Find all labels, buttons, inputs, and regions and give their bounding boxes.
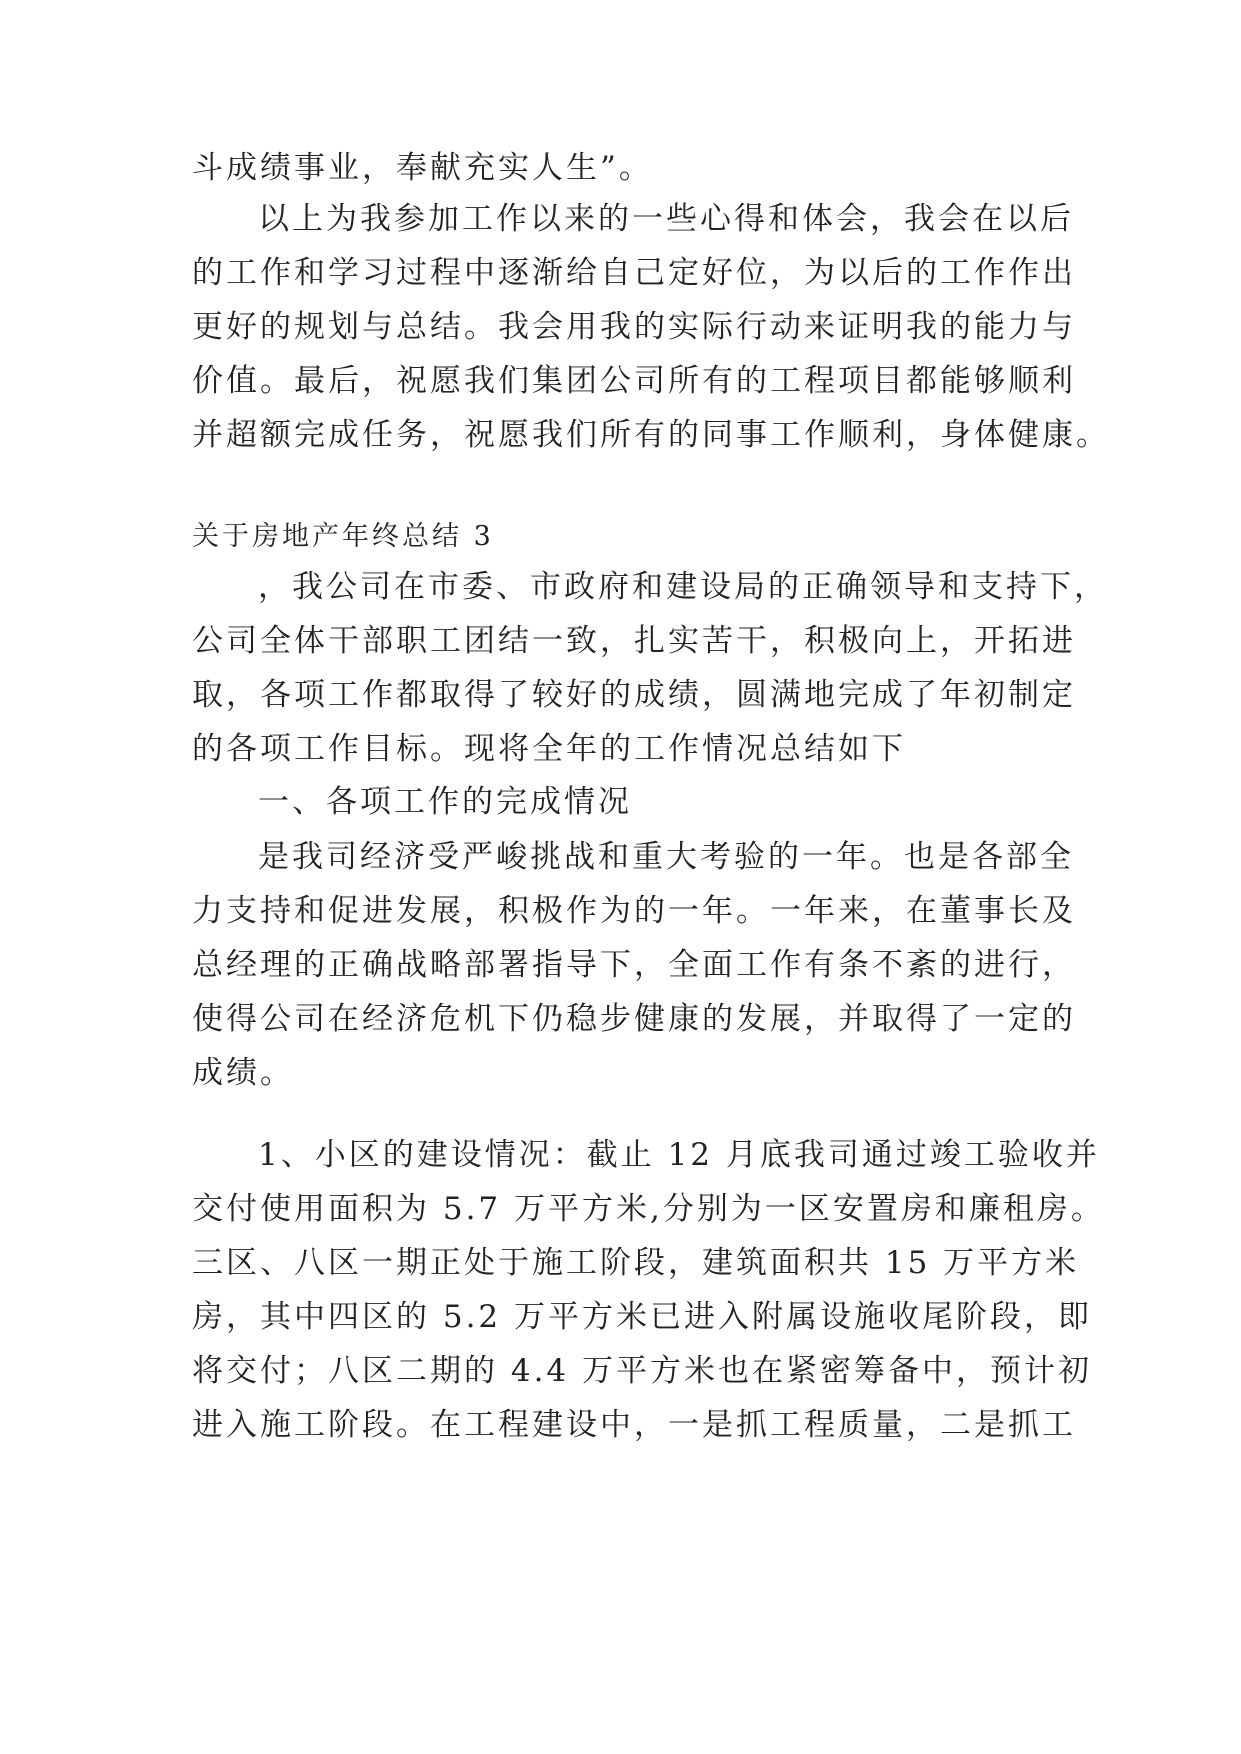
paragraph-line: 更好的规划与总结。我会用我的实际行动来证明我的能力与 — [192, 309, 1076, 345]
paragraph-line: 1、小区的建设情况：截止 12 月底我司通过竣工验收并 — [258, 1137, 1100, 1173]
paragraph-line: 取，各项工作都取得了较好的成绩，圆满地完成了年初制定 — [192, 677, 1076, 713]
section-heading: 关于房地产年终总结 3 — [192, 521, 494, 552]
paragraph-line: 交付使用面积为 5.7 万平方米,分别为一区安置房和廉租房。 — [192, 1191, 1105, 1227]
paragraph-line: 斗成绩事业，奉献充实人生”。 — [192, 150, 653, 186]
paragraph-line: 成绩。 — [192, 1055, 294, 1091]
paragraph-line: 三区、八区一期正处于施工阶段，建筑面积共 15 万平方米 — [192, 1245, 1080, 1281]
paragraph-line: 将交付；八区二期的 4.4 万平方米也在紧密筹备中，预计初 — [192, 1353, 1093, 1389]
paragraph-line: 价值。最后，祝愿我们集团公司所有的工程项目都能够顺利 — [192, 363, 1076, 399]
paragraph-line: 公司全体干部职工团结一致，扎实苦干，积极向上，开拓进 — [192, 623, 1076, 659]
paragraph-line: 的各项工作目标。现将全年的工作情况总结如下 — [192, 731, 906, 767]
paragraph-line: 的工作和学习过程中逐渐给自己定好位，为以后的工作作出 — [192, 255, 1076, 291]
paragraph-line: 总经理的正确战略部署指导下，全面工作有条不紊的进行， — [192, 947, 1076, 983]
subsection-heading: 一、各项工作的完成情况 — [258, 784, 632, 820]
paragraph-line: ，我公司在市委、市政府和建设局的正确领导和支持下， — [258, 569, 1108, 605]
paragraph-line: 力支持和促进发展，积极作为的一年。一年来，在董事长及 — [192, 893, 1076, 929]
paragraph-line: 是我司经济受严峻挑战和重大考验的一年。也是各部全 — [258, 839, 1074, 875]
paragraph-line: 以上为我参加工作以来的一些心得和体会，我会在以后 — [258, 201, 1074, 237]
paragraph-line: 进入施工阶段。在工程建设中，一是抓工程质量，二是抓工 — [192, 1407, 1076, 1443]
paragraph-line: 使得公司在经济危机下仍稳步健康的发展，并取得了一定的 — [192, 1001, 1076, 1037]
paragraph-line: 房，其中四区的 5.2 万平方米已进入附属设施收尾阶段，即 — [192, 1299, 1093, 1335]
paragraph-line: 并超额完成任务，祝愿我们所有的同事工作顺利，身体健康。 — [192, 417, 1110, 453]
